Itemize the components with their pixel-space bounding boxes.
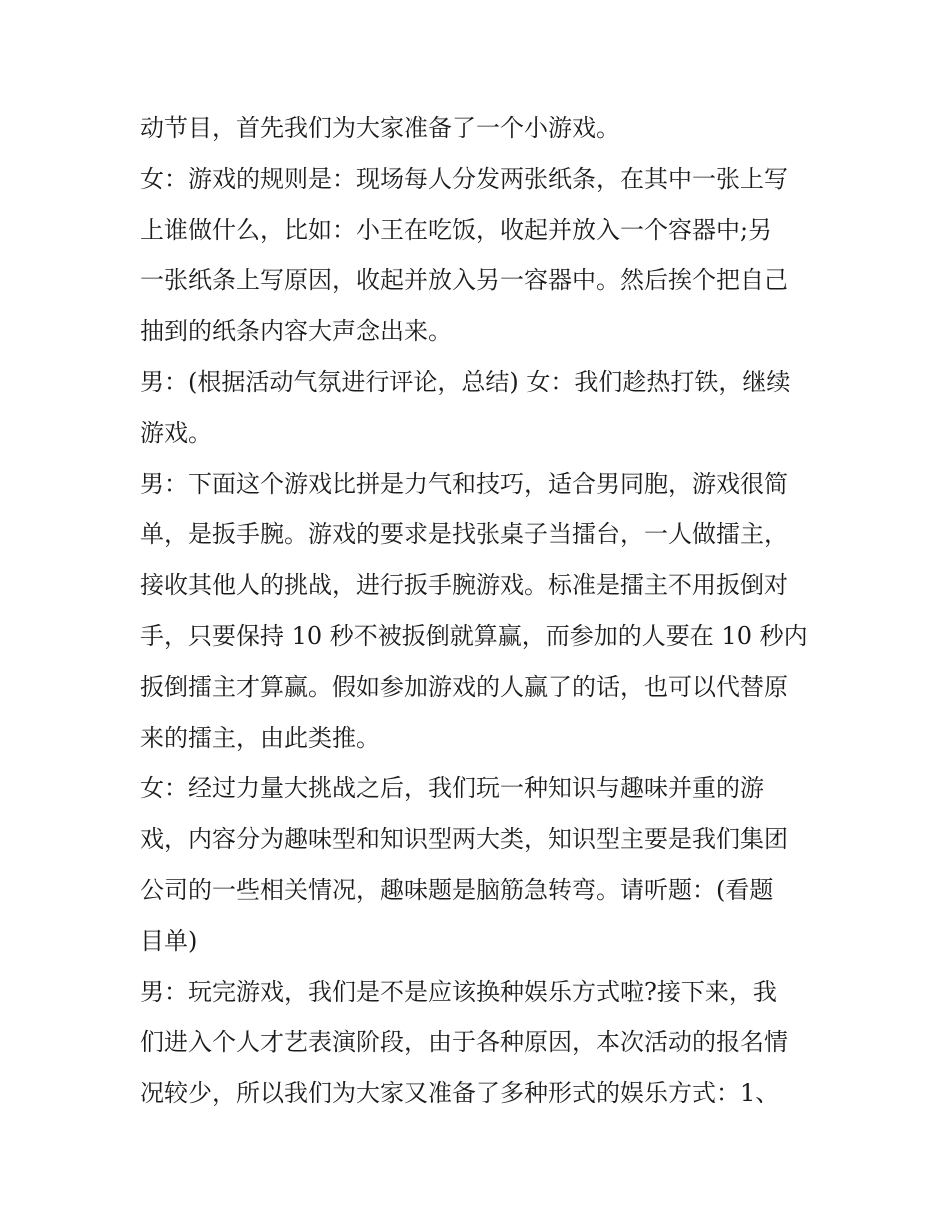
text-line: 抽到的纸条内容大声念出来。: [140, 317, 452, 346]
text-line: 男：下面这个游戏比拼是力气和技巧，适合男同胞，游戏很简: [140, 469, 788, 498]
text-line: 扳倒擂主才算赢。假如参加游戏的人赢了的话，也可以代替原: [140, 672, 788, 701]
text-line: 手，只要保持 10 秒不被扳倒就算赢，而参加的人要在 10 秒内: [140, 621, 808, 650]
document-text: [140, 103, 820, 1119]
text-line: 来的擂主，由此类推。: [140, 723, 380, 752]
text-line: 游戏。: [140, 418, 212, 447]
text-line: 公司的一些相关情况，趣味题是脑筋急转弯。请听题：(看题: [140, 875, 774, 904]
text-line: 男：玩完游戏，我们是不是应该换种娱乐方式啦?接下来，我: [140, 977, 777, 1006]
text-line: 上谁做什么，比如：小王在吃饭，收起并放入一个容器中;另: [140, 215, 773, 244]
text-line: 们进入个人才艺表演阶段，由于各种原因，本次活动的报名情: [140, 1028, 788, 1057]
text-line: 动节目，首先我们为大家准备了一个小游戏。: [140, 114, 620, 142]
text-line: 单，是扳手腕。游戏的要求是找张桌子当擂台，一人做擂主，: [140, 520, 788, 549]
text-line: 一张纸条上写原因，收起并放入另一容器中。然后挨个把自己: [140, 266, 788, 295]
text-line: 男：(根据活动气氛进行评论，总结) 女：我们趁热打铁，继续: [140, 367, 791, 396]
text-line: 女：经过力量大挑战之后，我们玩一种知识与趣味并重的游: [140, 774, 764, 803]
text-line: 女：游戏的规则是：现场每人分发两张纸条，在其中一张上写: [140, 164, 788, 193]
text-line: 戏，内容分为趣味型和知识型两大类，知识型主要是我们集团: [140, 825, 788, 854]
text-line: 况较少，所以我们为大家又准备了多种形式的娱乐方式：1、: [140, 1079, 780, 1108]
text-line: 目单): [140, 926, 198, 955]
text-line: 接收其他人的挑战，进行扳手腕游戏。标准是擂主不用扳倒对: [140, 571, 788, 600]
